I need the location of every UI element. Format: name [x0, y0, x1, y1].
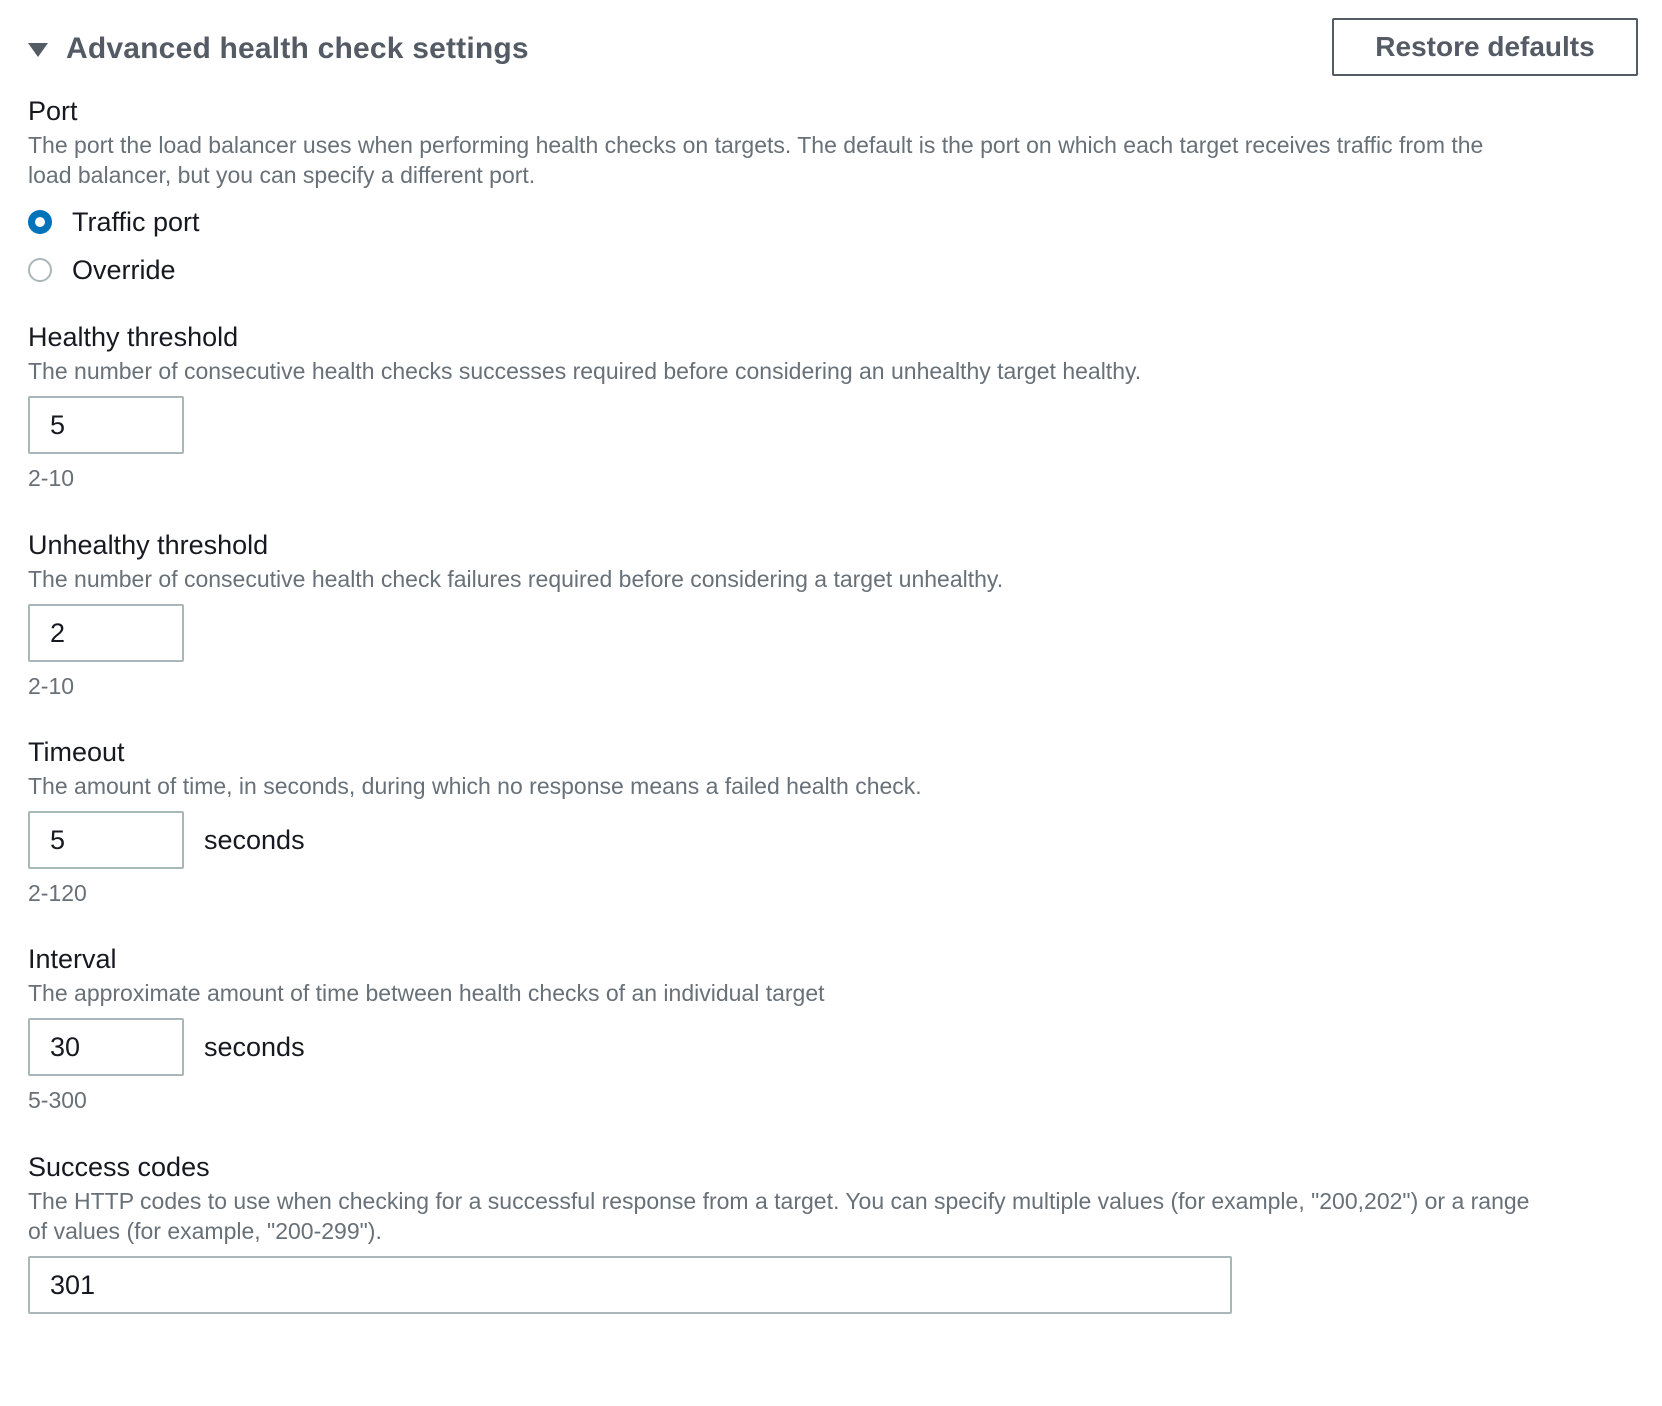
success-codes-input[interactable]: [28, 1256, 1232, 1314]
advanced-settings-toggle[interactable]: [28, 32, 529, 66]
interval-description: The approximate amount of time between health checks of an individual target: [28, 980, 825, 1006]
port-radio-group: [28, 198, 1638, 294]
interval-input-row: [28, 1018, 1638, 1076]
radio-traffic-port-label[interactable]: Traffic port: [72, 206, 200, 237]
interval-section: [28, 942, 1638, 1114]
radio-unchecked-icon[interactable]: [28, 258, 52, 282]
port-section: [28, 94, 1638, 294]
healthy-threshold-description: The number of consecutive health checks successes required before considering an unhealthy target healthy.: [28, 358, 1142, 384]
unhealthy-threshold-description: The number of consecutive health check failures required before considering a target unhealthy.: [28, 566, 1004, 592]
radio-checked-icon[interactable]: [28, 210, 52, 234]
radio-traffic-port[interactable]: [28, 198, 1638, 246]
port-label: Port: [28, 96, 78, 126]
healthy-threshold-label: Healthy threshold: [28, 322, 239, 352]
interval-unit: seconds: [204, 1031, 305, 1062]
port-description: The port the load balancer uses when performing health checks on targets. The default is the port on which each target receives traffic from the load balancer, but you can specify a different port.: [28, 132, 1484, 188]
healthy-threshold-constraint: 2-10: [28, 465, 75, 491]
unhealthy-threshold-label: Unhealthy threshold: [28, 530, 269, 560]
interval-input[interactable]: [28, 1018, 184, 1076]
timeout-label: Timeout: [28, 737, 125, 767]
unhealthy-threshold-constraint: 2-10: [28, 673, 75, 699]
panel-header: [28, 18, 1638, 80]
panel-title[interactable]: Advanced health check settings: [66, 32, 529, 65]
interval-constraint: 5-300: [28, 1087, 87, 1113]
timeout-description: The amount of time, in seconds, during which no response means a failed health check.: [28, 773, 922, 799]
timeout-constraint: 2-120: [28, 880, 87, 906]
healthy-threshold-input[interactable]: [28, 396, 184, 454]
radio-override-label[interactable]: Override: [72, 254, 176, 285]
healthy-threshold-input-row: [28, 396, 1638, 454]
unhealthy-threshold-input-row: [28, 604, 1638, 662]
unhealthy-threshold-section: [28, 528, 1638, 700]
caret-down-icon[interactable]: [28, 43, 48, 57]
timeout-input-row: [28, 811, 1638, 869]
success-codes-label: Success codes: [28, 1152, 210, 1182]
success-codes-description: The HTTP codes to use when checking for a successful response from a target. You can specify multiple values (for example, "200,202") or a range of values (for example, "200-299").: [28, 1188, 1530, 1244]
healthy-threshold-section: [28, 320, 1638, 492]
unhealthy-threshold-input[interactable]: [28, 604, 184, 662]
restore-defaults-button[interactable]: Restore defaults: [1332, 18, 1638, 76]
success-codes-section: [28, 1150, 1638, 1314]
radio-override[interactable]: [28, 246, 1638, 294]
success-codes-input-row: [28, 1256, 1638, 1314]
interval-label: Interval: [28, 944, 117, 974]
timeout-unit: seconds: [204, 824, 305, 855]
timeout-input[interactable]: [28, 811, 184, 869]
timeout-section: [28, 735, 1638, 907]
